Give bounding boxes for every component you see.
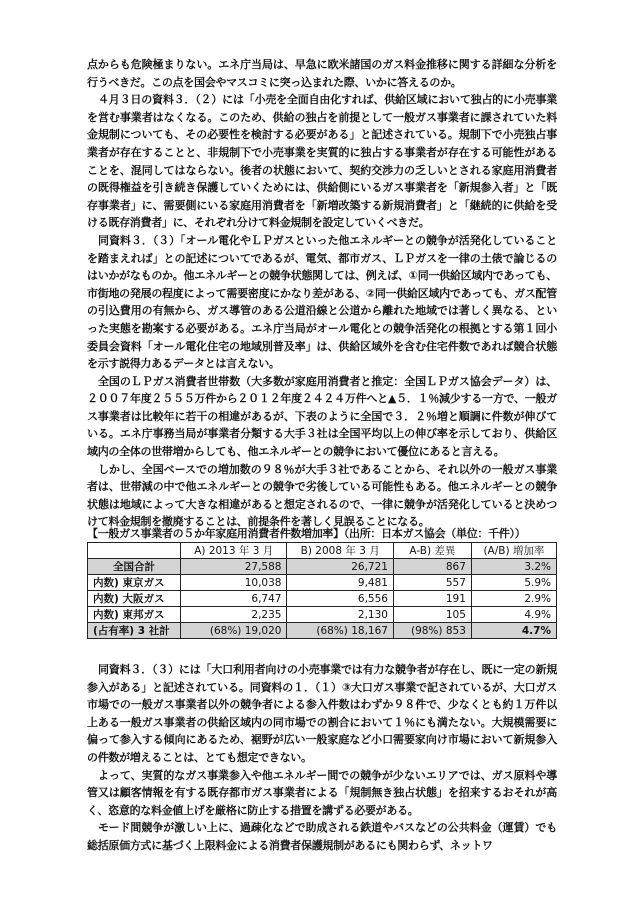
paragraph-3: 同資料３．（３）「オール電化やＬＰガスといった他エネルギーとの競争が活発化していることを踏まえれば」との記述についてであるが、電気、都市ガス、ＬＰガスを一律の土俵で論じるのはいかがなものか。他エネルギーとの競争状態関しては、例えば、①同一供給区域内であっても、市街地の発展の程度によって需要密度にかなり差がある、②同一供給区域内であっても、ガス配管の引込費用の有無から、ガス導管のある公道沿線と公道から離れた地域では著しく異なる、といった実態を勘案する必要がある。エネ庁当局がオール電化との競争活発化の根拠とする第１回小委員会資料「オール電化住宅の地域別普及率」は、供給区域外を含む住宅件数であれば競合状態を示す説得力あるデータとは言えない。 — [87, 233, 557, 371]
table-row-toho — [88, 607, 557, 623]
cell-rate: 3.2% — [471, 559, 556, 575]
row-label: 内数) 東京ガス — [88, 575, 181, 591]
cell-2013: 27,588 — [181, 559, 287, 575]
cell-rate: 4.7% — [471, 623, 556, 639]
cell-2013: 2,235 — [181, 607, 287, 623]
header-label — [88, 543, 181, 559]
body-text-bottom — [87, 661, 557, 855]
cell-2013: (68%) 19,020 — [181, 623, 287, 639]
cell-2008: 6,556 — [287, 591, 393, 607]
paragraph-7: よって、実質的なガス事業参入や他エネルギー間での競争が少ないエリアでは、ガス原料や導管又は顧客情報を有する既存都市ガス事業者による「規制無き独占状態」を招来するおそれが高く、恣意的な料金値上げを厳格に防止する措置を講ずる必要がある。 — [87, 768, 557, 817]
cell-rate: 2.9% — [471, 591, 556, 607]
row-label: (占有率) 3 社計 — [88, 623, 181, 639]
cell-rate: 5.9% — [471, 575, 556, 591]
table-row-tokyo — [88, 575, 557, 591]
cell-diff: 557 — [393, 575, 471, 591]
cell-diff: (98%) 853 — [393, 623, 471, 639]
consumer-count-table — [87, 542, 557, 639]
cell-2013: 10,038 — [181, 575, 287, 591]
header-rate: (A/B) 増加率 — [471, 543, 556, 559]
paragraph-5: しかし、全国ベースでの増加数の９８％が大手３社であることから、それ以外の一般ガス事業者は、世帯減の中で他エネルギーとの競争で劣後している可能性もある。他エネルギーとの競争状態は地域によって大きな相違があると想定されるので、一律に競争が活発化していると決めつけて料金規制を撤廃することは、前提条件を著しく見誤ることになる。 — [87, 462, 557, 529]
cell-2013: 6,747 — [181, 591, 287, 607]
cell-diff: 191 — [393, 591, 471, 607]
paragraph-2: ４月３日の資料３．（２）には「小売を全面自由化すれば、供給区域において独占的に小売事業を営む事業者はなくなる。このため、供給の独占を前提として一般ガス事業者に課されていた料金規制についても、その必要性を検討する必要がある」と記述されている。規制下で小売独占事業者が存在することと、非規制下で小売事業を実質的に独占する事業者が存在する可能性があることを、混同してはならない。後者の状態において、契約交渉力の乏しいとされる家庭用消費者の既得権益を引き続き保護していくためには、供給側にいるガス事業者を「新規参入者」と「既存事業者」に、需要側にいる家庭用消費者を「新増改築する新規消費者」と「継続的に供給を受ける既存消費者」に、それぞれ分けて料金規制を設定していくべきだ。 — [87, 93, 557, 230]
table-row-share — [88, 623, 557, 639]
cell-2008: (68%) 18,167 — [287, 623, 393, 639]
row-label: 全国合計 — [88, 559, 181, 575]
table-row-total — [88, 559, 557, 575]
cell-2008: 2,130 — [287, 607, 393, 623]
header-diff: A-B) 差異 — [393, 543, 471, 559]
paragraph-1: 点からも危険極まりない。エネ庁当局は、早急に欧米諸国のガス料金推移に関する詳細な分析を行うべきだ。この点を国会やマスコミに突っ込まれた際、いかに答えるのか。 — [87, 58, 557, 89]
paragraph-6: 同資料３．（３）には「大口利用者向けの小売事業では有力な競争者が存在し、既に一定の新規参入がある」と記述されている。同資料の１．（１）③大口ガス事業で記されているが、大口ガス市場での一般ガス事業者以外の競争者による参入件数はわずか９８件で、少なくとも約１万件以上ある一般ガス事業者の供給区域内の同市場での割合において１％にも満たない。大規模需要に偏って参入する傾向にあるため、裾野が広い一般家庭など小口需要家向け市場において新規参入の件数が増えることは、とても想定できない。 — [87, 663, 557, 764]
table-header-row — [88, 543, 557, 559]
row-label: 内数) 東邦ガス — [88, 607, 181, 623]
cell-diff: 105 — [393, 607, 471, 623]
cell-rate: 4.9% — [471, 607, 556, 623]
row-label: 内数) 大阪ガス — [88, 591, 181, 607]
body-text-top — [87, 56, 557, 531]
header-2008: B) 2008 年 3 月 — [287, 543, 393, 559]
paragraph-8: モード間競争が激しい上に、過疎化などで助成される鉄道やバスなどの公共料金（運賃）でも総括原価方式に基づく上限料金による消費者保護規制があるにも関わらず、ネットワ — [87, 821, 557, 852]
header-2013: A) 2013 年 3 月 — [181, 543, 287, 559]
table-title: 【一般ガス事業者の５か年家庭用消費者件数増加率】（出所：日本ガス協会（単位：千件）） — [87, 527, 526, 540]
paragraph-4: 全国のＬＰガス消費者世帯数（大多数が家庭用消費者と推定：全国ＬＰガス協会データ）は、２００７年度２５５５万件から２０１２年度２４２４万件へと▲５．１％減少する一方で、一般ガス事業者は比較年に若干の相違があるが、下表のように全国で３．２％増と順調に件数が伸びている。エネ庁事務当局が事業者分類する大手３社は全国平均以上の伸び率を示しており、供給区域内の全体の世帯増からしても、他エネルギーとの競争において優位にあると言える。 — [87, 374, 557, 459]
cell-diff: 867 — [393, 559, 471, 575]
table-row-osaka — [88, 591, 557, 607]
cell-2008: 9,481 — [287, 575, 393, 591]
cell-2008: 26,721 — [287, 559, 393, 575]
